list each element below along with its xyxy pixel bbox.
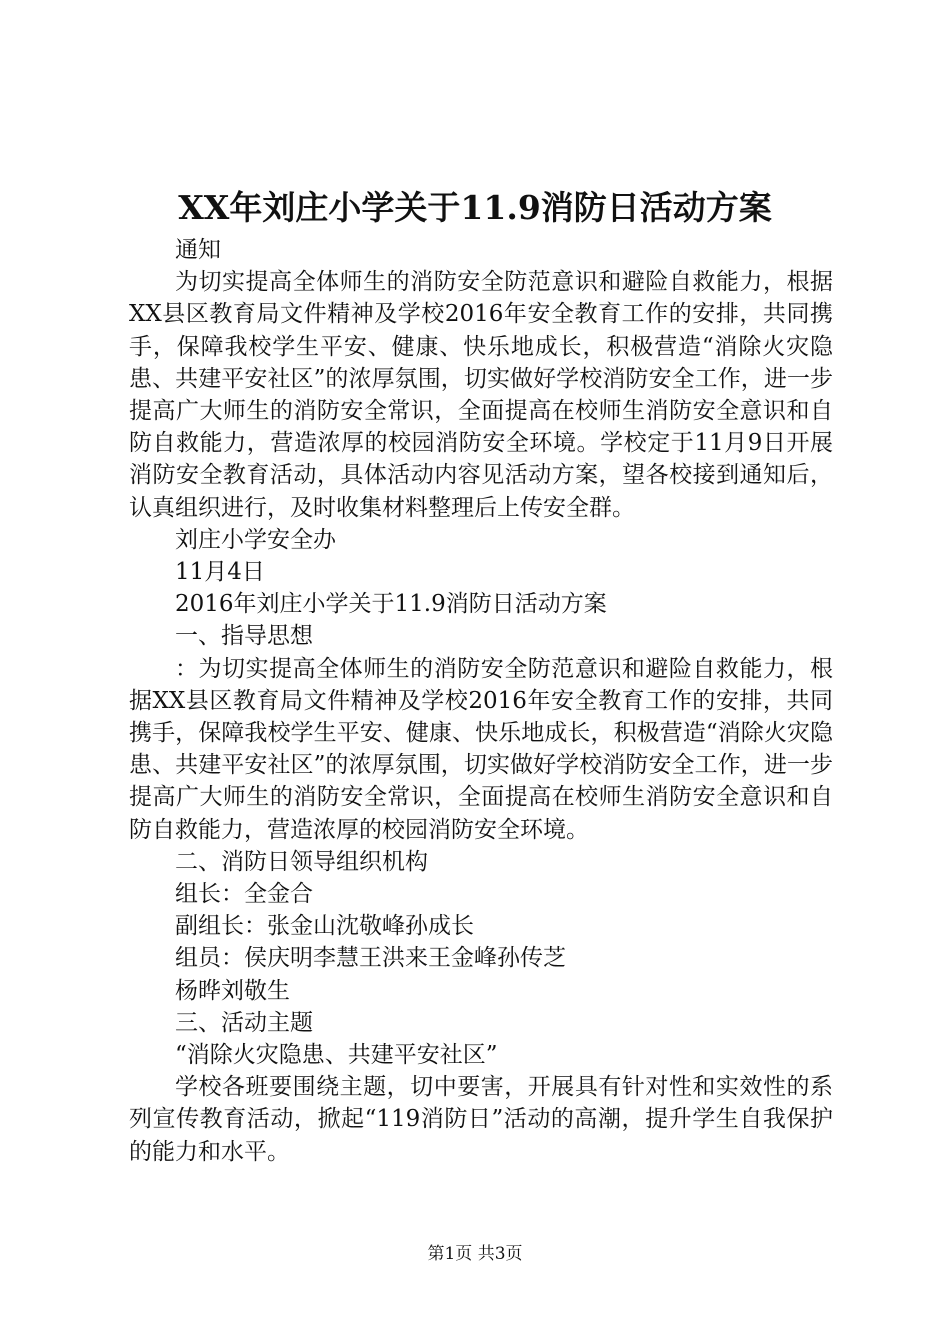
members-line: 组员：侯庆明李慧王洪来王金峰孙传芝 [175,945,566,972]
plan-title: 2016年刘庄小学关于11.9消防日活动方案 [175,591,607,618]
deputy-leader-line: 副组长：张金山沈敬峰孙成长 [175,913,474,940]
leader-line: 组长：全金合 [175,881,313,908]
notice-date: 11月4日 [175,559,265,586]
page-footer: 第1页 共3页 [427,1244,523,1264]
signature: 刘庄小学安全办 [175,526,336,553]
guiding-ideology-paragraph: ：为切实提高全体师生的消防安全防范意识和避险自救能力，根据XX县区教育局文件精神及学校2016年安全教育工作的安排，共同携手，保障我校学生平安、健康、快乐地成长，积极营造“消除火灾隐患、共建平安社区”的浓厚氛围，切实做好学校消防安全工作，进一步提高广大师生的消防安全常识，全面提高在校师生消防安全意识和自防自救能力，营造浓厚的校园消防安全环境。 [129,655,833,843]
theme-paragraph: 学校各班要围绕主题，切中要害，开展具有针对性和实效性的系列宣传教育活动，掀起“119消防日”活动的高潮，提升学生自我保护的能力和水平。 [129,1074,833,1165]
section-heading-leadership: 二、消防日领导组织机构 [175,848,428,875]
members-continued-line: 杨晔刘敬生 [175,977,290,1004]
section-heading-guiding-ideology: 一、指导思想 [175,623,313,650]
document-title: XX年刘庄小学关于11.9消防日活动方案 [178,188,772,227]
notice-paragraph: 为切实提高全体师生的消防安全防范意识和避险自救能力，根据XX县区教育局文件精神及学校2016年安全教育工作的安排，共同携手，保障我校学生平安、健康、快乐地成长，积极营造“消除火灾隐患、共建平安社区”的浓厚氛围，切实做好学校消防安全工作，进一步提高广大师生的消防安全常识，全面提高在校师生消防安全意识和自防自救能力，营造浓厚的校园消防安全环境。学校定于11月9日开展消防安全教育活动，具体活动内容见活动方案，望各校接到通知后，认真组织进行，及时收集材料整理后上传安全群。 [129,269,833,521]
section-heading-theme: 三、活动主题 [175,1009,313,1036]
document-body [129,234,833,1168]
theme-line: “消除火灾隐患、共建平安社区” [175,1042,498,1069]
notice-label: 通知 [175,237,221,263]
